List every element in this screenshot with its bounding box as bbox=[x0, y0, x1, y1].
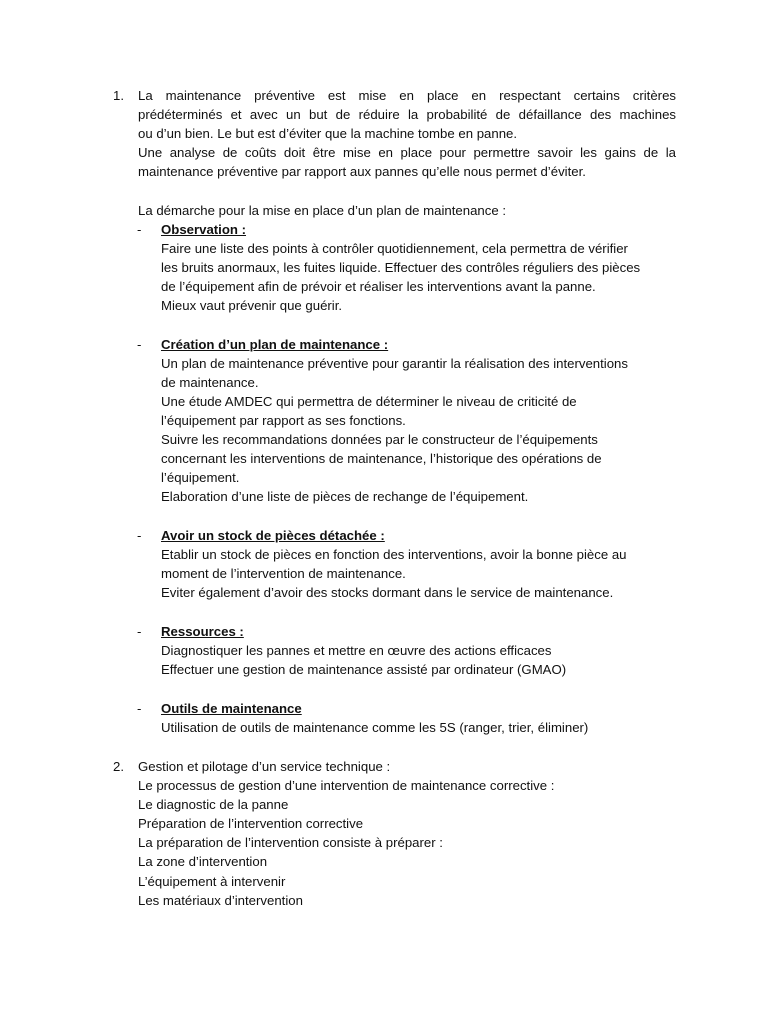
item-line: Utilisation de outils de maintenance comme les 5S (ranger, trier, éliminer) bbox=[161, 720, 589, 735]
bullet-dash: - bbox=[137, 222, 142, 237]
section-2-line: La zone d’intervention bbox=[138, 854, 268, 869]
item-title-outils: Outils de maintenance bbox=[161, 701, 302, 716]
bullet-dash: - bbox=[137, 701, 142, 716]
section-1-paragraph-line: La maintenance préventive est mise en place en respectant certains critères bbox=[138, 88, 676, 103]
item-line: concernant les interventions de maintenance, l’historique des opérations de bbox=[161, 451, 602, 466]
section-1-paragraph-line: prédéterminés et avec un but de réduire la probabilité de défaillance des machines bbox=[138, 107, 676, 122]
item-line: l’équipement. bbox=[161, 470, 240, 485]
bullet-dash: - bbox=[137, 528, 142, 543]
section-1-number: 1. bbox=[113, 88, 124, 103]
item-line: Effectuer une gestion de maintenance assisté par ordinateur (GMAO) bbox=[161, 662, 567, 677]
approach-heading: La démarche pour la mise en place d’un plan de maintenance : bbox=[138, 203, 507, 218]
section-2-line: Le processus de gestion d’une intervention de maintenance corrective : bbox=[138, 778, 555, 793]
item-line: Faire une liste des points à contrôler quotidiennement, cela permettra de vérifier bbox=[161, 241, 628, 256]
item-line: de l’équipement afin de prévoir et réaliser les interventions avant la panne. bbox=[161, 279, 596, 294]
item-title-observation: Observation : bbox=[161, 222, 247, 237]
item-title-plan: Création d’un plan de maintenance : bbox=[161, 337, 389, 352]
section-2-number: 2. bbox=[113, 759, 124, 774]
item-line: Un plan de maintenance préventive pour garantir la réalisation des interventions bbox=[161, 356, 628, 371]
item-line: Suivre les recommandations données par le constructeur de l’équipements bbox=[161, 432, 598, 447]
bullet-dash: - bbox=[137, 624, 142, 639]
section-2-line: Préparation de l’intervention corrective bbox=[138, 816, 364, 831]
item-line: Elaboration d’une liste de pièces de rechange de l’équipement. bbox=[161, 489, 529, 504]
item-line: Etablir un stock de pièces en fonction des interventions, avoir la bonne pièce au bbox=[161, 547, 627, 562]
item-line: Mieux vaut prévenir que guérir. bbox=[161, 298, 343, 313]
section-2-line: L’équipement à intervenir bbox=[138, 874, 286, 889]
item-line: Eviter également d’avoir des stocks dormant dans le service de maintenance. bbox=[161, 585, 614, 600]
item-line: les bruits anormaux, les fuites liquide. Effectuer des contrôles réguliers des pièces bbox=[161, 260, 641, 275]
section-2-line: Le diagnostic de la panne bbox=[138, 797, 289, 812]
section-1-paragraph-line: maintenance préventive par rapport aux pannes qu’elle nous permet d’éviter. bbox=[138, 164, 586, 179]
section-2-line: La préparation de l’intervention consiste à préparer : bbox=[138, 835, 443, 850]
item-line: de maintenance. bbox=[161, 375, 259, 390]
item-line: Une étude AMDEC qui permettra de déterminer le niveau de criticité de bbox=[161, 394, 577, 409]
section-1-paragraph-line: ou d’un bien. Le but est d’éviter que la machine tombe en panne. bbox=[138, 126, 518, 141]
section-2-line: Les matériaux d’intervention bbox=[138, 893, 303, 908]
section-1-paragraph-line: Une analyse de coûts doit être mise en place pour permettre savoir les gains de la bbox=[138, 145, 676, 160]
item-title-ressources: Ressources : bbox=[161, 624, 244, 639]
section-2-title: Gestion et pilotage d’un service technique : bbox=[138, 759, 391, 774]
item-title-stock: Avoir un stock de pièces détachée : bbox=[161, 528, 385, 543]
item-line: l’équipement par rapport as ses fonctions. bbox=[161, 413, 406, 428]
bullet-dash: - bbox=[137, 337, 142, 352]
item-line: moment de l’intervention de maintenance. bbox=[161, 566, 406, 581]
item-line: Diagnostiquer les pannes et mettre en œuvre des actions efficaces bbox=[161, 643, 552, 658]
